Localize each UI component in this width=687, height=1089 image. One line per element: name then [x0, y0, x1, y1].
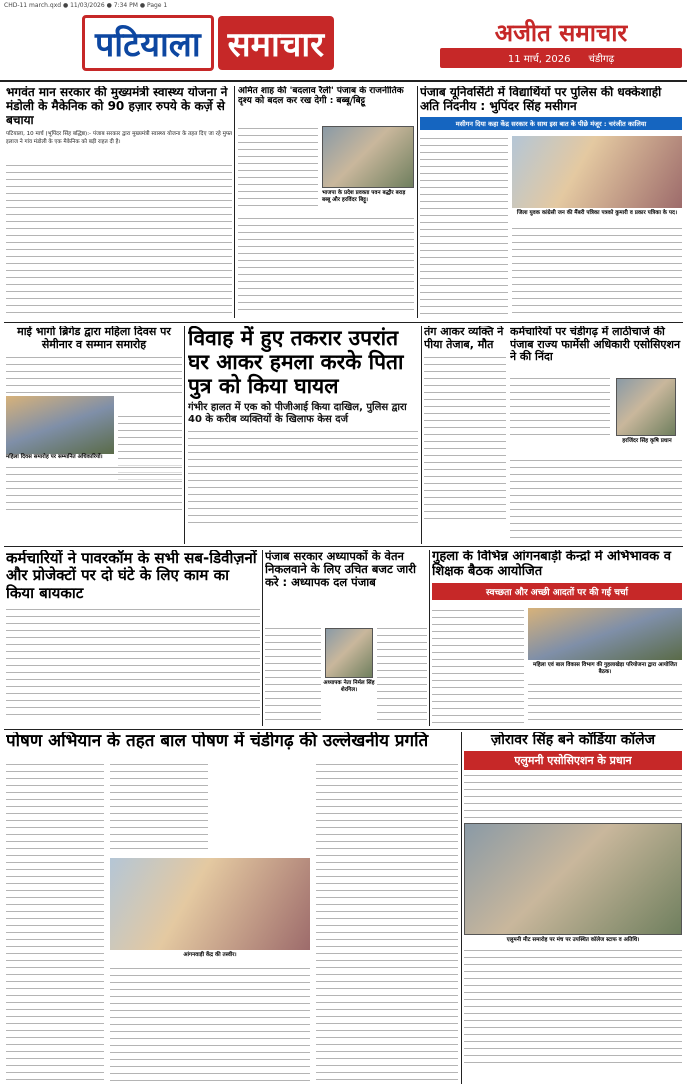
story-12-text-lines-2	[464, 948, 682, 1066]
print-slug: CHD-11 march.qxd ● 11/03/2026 ● 7:34 PM ● Page 1	[4, 2, 168, 9]
story-10-band: स्वच्छता और अच्छी आदतों पर की गई चर्चा	[432, 583, 682, 600]
column-rule	[421, 326, 422, 544]
story-2	[238, 86, 414, 318]
story-4-headline: माई भागो ब्रिगेड द्वारा महिला दिवस पर सेमीनार व सम्मान समारोह	[17, 326, 171, 351]
masthead	[0, 12, 687, 82]
story-1-headline: भगवंत मान सरकार की मुख्यमंत्री स्वास्थ्य योजना ने मंडोली के मैकेनिक को 90 हज़ार रुपये के कर्ज़े से बचाया	[6, 86, 228, 127]
page-title	[82, 14, 412, 72]
row-rule	[4, 729, 683, 730]
leaders-photo	[322, 126, 414, 188]
story-9-text-lines-2	[377, 626, 427, 724]
story-3-text-lines-2	[512, 226, 682, 316]
story-2-text-lines	[238, 126, 318, 212]
story-12-band: एलुमनी एसोसिएशन के प्रधान	[464, 751, 682, 770]
story-10-caption: महिला एवं बाल विकास विभाग की गुहलाखेड़ा परियोजना द्वारा आयोजित बैठक।	[533, 662, 677, 675]
story-6-headline: तंग आकर व्यक्ति ने पीया तेजाब, मौत	[424, 326, 504, 351]
story-2-caption: भाजपा के प्रदेश प्रवक्ता पवन बद्धौर बराड़ बब्बू और हरविंदर बिट्टू।	[322, 190, 406, 203]
story-11-text-lines-4	[316, 762, 458, 1082]
story-2-text-lines-2	[238, 216, 414, 316]
row-rule	[4, 322, 683, 323]
story-6	[424, 326, 506, 544]
teacher-leader-photo	[325, 628, 373, 678]
story-12-text-lines	[464, 773, 682, 819]
story-5-subhead: गंभीर हालत में एक को पीजीआई किया दाखिल, पुलिस द्वारा 40 के करीब व्यक्तियों के खिलाफ केस दर्ज	[188, 402, 407, 425]
story-4-text-lines-3	[6, 465, 182, 511]
newspaper-brand: अजीत समाचार	[494, 19, 628, 47]
story-11-headline: पोषण अभियान के तहत बाल पोषण में चंडीगढ़ की उल्लेखनीय प्रगति	[6, 732, 429, 751]
story-3	[420, 86, 682, 318]
issue-date: 11 मार्च, 2026	[507, 54, 571, 65]
nutrition-photo	[110, 858, 310, 950]
story-9-text-lines	[265, 626, 321, 724]
row-rule	[4, 546, 683, 547]
story-9-caption: अध्यापक नेता निर्मल सिंह शेरगिल।	[323, 680, 375, 693]
story-11-text-lines-2	[110, 762, 208, 854]
story-11-caption: आंगनवाड़ी केंद्र की तस्वीर।	[183, 952, 237, 958]
story-10-text-lines	[432, 608, 524, 724]
story-10	[432, 550, 682, 726]
story-6-text-lines	[424, 355, 506, 525]
story-10-text-lines-2	[528, 682, 682, 724]
column-rule	[234, 86, 235, 318]
story-11	[6, 732, 458, 1084]
story-7-caption: हरजिंदर सिंह कृषि प्रधान	[622, 438, 672, 444]
story-12	[464, 732, 682, 1084]
story-11-text-lines	[6, 762, 104, 1082]
students-photo	[512, 136, 682, 208]
story-10-headline: गुहला के विभिन्न आंगनबाड़ी केन्द्रों में अभिभावक व शिक्षक बैठक आयोजित	[432, 550, 671, 579]
story-5	[188, 326, 418, 544]
story-1	[6, 86, 232, 318]
story-5-headline: विवाह में हुए तकरार उपरांत घर आकर हमला करके पिता पुत्र को किया घायल	[188, 326, 404, 399]
story-9	[265, 550, 427, 726]
story-4-caption: महिला दिवस समारोह पर सम्मानित अधिकारियों।	[6, 454, 103, 461]
story-4	[6, 326, 182, 544]
story-7-text-lines-2	[510, 458, 682, 542]
column-rule	[417, 86, 418, 318]
story-11-text-lines-3	[110, 966, 310, 1082]
alumni-photo	[464, 823, 682, 935]
title-word-2: समाचार	[218, 16, 334, 70]
column-rule	[429, 550, 430, 726]
seminar-photo	[6, 396, 114, 454]
edition-city: चंडीगढ़	[588, 54, 615, 65]
story-5-text-lines	[188, 429, 418, 529]
story-7-text-lines	[510, 376, 610, 440]
story-12-headline: ज़ोरावर सिंह बने कॉर्डिया कॉलेज	[490, 732, 656, 748]
story-1-text-lines	[6, 163, 232, 313]
column-rule	[184, 326, 185, 544]
anganwadi-photo	[528, 608, 682, 660]
story-8	[6, 550, 260, 726]
story-4-text-lines	[6, 355, 182, 393]
story-7-headline: कर्मचारियों पर चंडीगढ़ में लाठीचार्ज की पंजाब राज्य फार्मेसी अधिकारी एसोसिएशन ने की निंदा	[510, 326, 681, 364]
title-word-1: पटियाला	[82, 15, 214, 71]
story-7	[510, 326, 682, 544]
story-9-headline: पंजाब सरकार अध्यापकों के वेतन निकलवाने के लिए उचित बजट जारी करे : अध्यापक दल पंजाब	[265, 550, 416, 590]
story-12-caption: एलुमनी मीट समारोह पर मंच पर उपस्थित कॉलेज स्टाफ व अतिथि।	[506, 937, 640, 944]
story-8-text-lines	[6, 607, 260, 715]
dateline	[440, 48, 682, 68]
story-3-headline: पंजाब यूनिवर्सिटी में विद्यार्थियों पर पुलिस की धक्केशाही अति निंदनीय : भुपिंदर सिंह मसीगन	[420, 86, 662, 113]
story-8-headline: कर्मचारियों ने पावरकॉम के सभी सब-डिवीज़नों और प्रोजेक्टों पर दो घंटे के लिए काम का किया बायकाट	[6, 550, 257, 602]
portrait-photo	[616, 378, 676, 436]
column-rule	[461, 732, 462, 1084]
story-3-highlight: मसीगन दिया कहा केंद्र सरकार के साथ इस बात के पीछे मंजूर : चरंजीत कालिया	[420, 117, 682, 130]
story-3-caption: जिला युवक कांग्रेसी जन की मैंबरी पत्रिका पत्रको कुमारी व प्रकार पत्रिका के पद।	[516, 210, 678, 216]
story-2-headline: अमित शाह की 'बदलाव रैली' पंजाब के राजनीतिक दृश्य को बदल कर रख देगी : बब्बू/बिट्टू	[238, 86, 404, 107]
story-1-body: पटियाला, 10 मार्च (भूपिंदर सिंह बद्धिष्ठ):- पंजाब सरकार द्वारा मुख्यमंत्री स्वास्थ्य योजना के तहत दिए जा रहे मुफ्त इलाज ने गांव मंडोली के एक मैकेनिक को बड़ी राहत दी है।	[6, 131, 232, 145]
story-3-text-lines	[420, 136, 508, 316]
column-rule	[262, 550, 263, 726]
